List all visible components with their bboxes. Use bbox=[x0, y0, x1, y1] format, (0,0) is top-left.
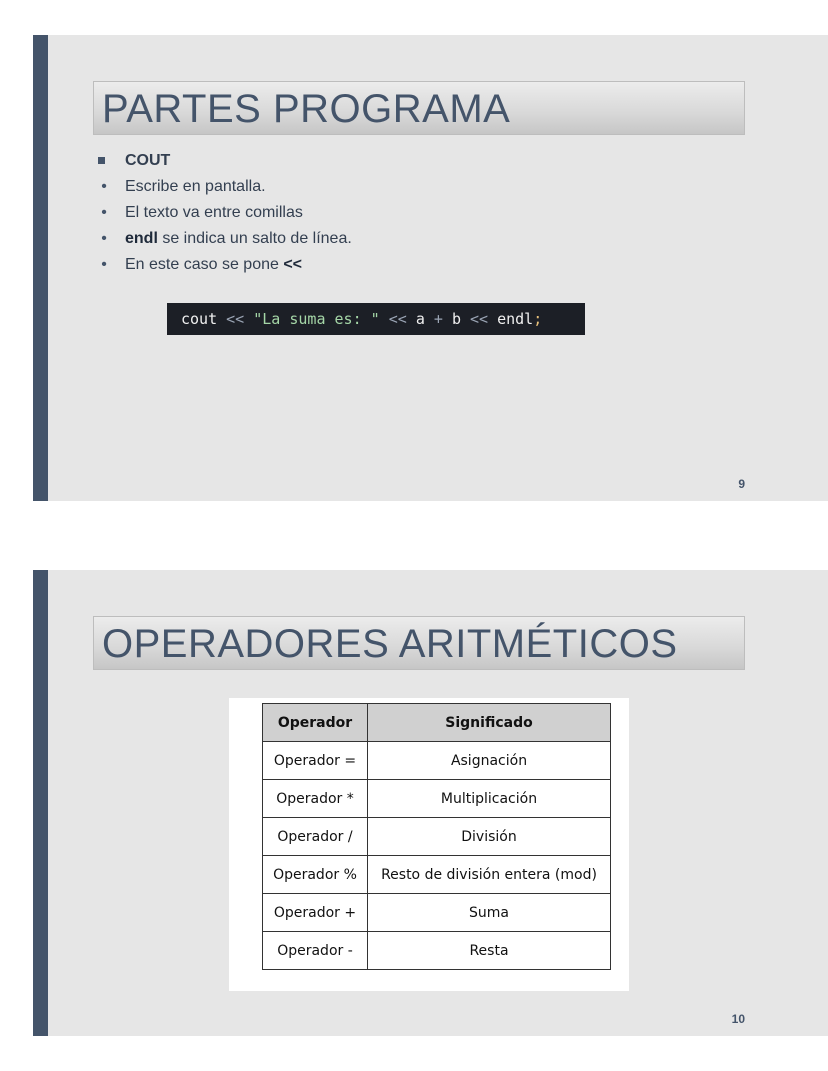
code-operator: << bbox=[217, 310, 254, 328]
bullet-text: Escribe en pantalla. bbox=[125, 178, 266, 195]
bullet-bold-operator: << bbox=[283, 256, 303, 273]
meaning-cell: Resto de división entera (mod) bbox=[368, 856, 611, 894]
code-snippet bbox=[167, 303, 585, 335]
meaning-cell: Resta bbox=[368, 932, 611, 970]
bullet-heading-text: COUT bbox=[125, 152, 171, 169]
slide-title-box bbox=[93, 81, 745, 135]
code-string: "La suma es: " bbox=[253, 310, 380, 328]
column-header-significado: Significado bbox=[368, 704, 611, 742]
operator-cell: Operador * bbox=[263, 780, 368, 818]
bullet-text: En este caso se pone bbox=[125, 256, 284, 273]
code-keyword-cout: cout bbox=[181, 310, 218, 328]
operator-cell: Operador - bbox=[263, 932, 368, 970]
code-endl: endl bbox=[497, 310, 534, 328]
operator-cell: Operador = bbox=[263, 742, 368, 780]
dot-bullet-icon: • bbox=[101, 256, 107, 273]
meaning-cell: Asignación bbox=[368, 742, 611, 780]
bullet-item bbox=[95, 174, 595, 200]
operator-cell: Operador % bbox=[263, 856, 368, 894]
bullet-list bbox=[95, 148, 595, 278]
table-row bbox=[263, 780, 611, 818]
meaning-cell: Multiplicación bbox=[368, 780, 611, 818]
dot-bullet-icon: • bbox=[101, 178, 107, 195]
operators-table-panel bbox=[229, 698, 629, 991]
slide-accent-bar bbox=[33, 570, 48, 1036]
dot-bullet-icon: • bbox=[101, 230, 107, 247]
code-var-b: b bbox=[451, 310, 461, 328]
square-bullet-icon bbox=[98, 157, 105, 164]
slide-title: OPERADORES ARITMÉTICOS bbox=[102, 622, 678, 666]
table-row bbox=[263, 742, 611, 780]
page-number: 9 bbox=[738, 477, 745, 491]
meaning-cell: Suma bbox=[368, 894, 611, 932]
table-row bbox=[263, 856, 611, 894]
column-header-operador: Operador bbox=[263, 704, 368, 742]
slide-title-box bbox=[93, 616, 745, 670]
dot-bullet-icon: • bbox=[101, 204, 107, 221]
table-row bbox=[263, 932, 611, 970]
slide-accent-bar bbox=[33, 35, 48, 501]
bullet-bold-term: endl bbox=[125, 230, 158, 247]
meaning-cell: División bbox=[368, 818, 611, 856]
page-number: 10 bbox=[731, 1012, 745, 1026]
table-header-row bbox=[263, 704, 611, 742]
bullet-item bbox=[95, 252, 595, 278]
operators-table bbox=[262, 703, 611, 970]
operator-cell: Operador + bbox=[263, 894, 368, 932]
slide-title: PARTES PROGRAMA bbox=[102, 87, 511, 131]
slide-9 bbox=[33, 35, 828, 501]
slide-10 bbox=[33, 570, 828, 1036]
table-row bbox=[263, 894, 611, 932]
operator-cell: Operador / bbox=[263, 818, 368, 856]
code-operator: << bbox=[379, 310, 416, 328]
table-row bbox=[263, 818, 611, 856]
code-operator: << bbox=[460, 310, 498, 328]
bullet-text: El texto va entre comillas bbox=[125, 204, 303, 221]
bullet-heading bbox=[95, 148, 595, 174]
code-plus: + bbox=[424, 310, 452, 328]
code-semicolon: ; bbox=[533, 310, 543, 328]
bullet-item bbox=[95, 200, 595, 226]
code-var-a: a bbox=[415, 310, 425, 328]
bullet-text: se indica un salto de línea. bbox=[157, 230, 352, 247]
bullet-item bbox=[95, 226, 595, 252]
